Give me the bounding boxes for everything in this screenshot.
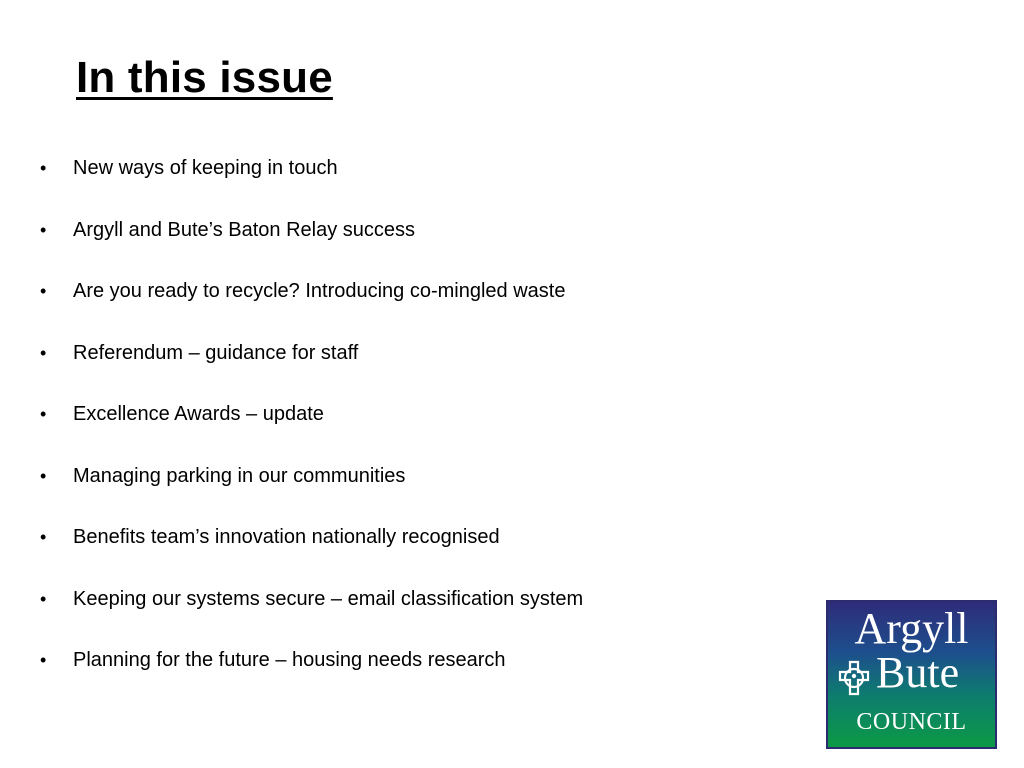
list-item-text: Benefits team’s innovation nationally recognised	[73, 526, 500, 548]
list-item	[40, 581, 583, 643]
bullet-list	[40, 150, 583, 704]
list-item	[40, 212, 583, 274]
bullet-icon: •	[40, 527, 47, 547]
bullet-icon: •	[40, 650, 47, 670]
bullet-icon: •	[40, 465, 47, 486]
list-item	[40, 642, 583, 704]
logo-text-argyll: Argyll	[854, 604, 969, 653]
list-item-text: Referendum – guidance for staff	[73, 341, 359, 364]
bullet-icon: •	[40, 404, 47, 424]
page-title: In this issue	[76, 53, 333, 102]
list-item-text: Are you ready to recycle? Introducing co-mingled waste	[73, 280, 566, 302]
list-item-text: Argyll and Bute’s Baton Relay success	[73, 218, 416, 241]
bullet-icon: •	[40, 158, 47, 178]
council-logo	[826, 600, 997, 749]
list-item	[40, 335, 583, 397]
list-item	[40, 273, 583, 335]
bullet-icon: •	[40, 281, 47, 301]
list-item-text: Keeping our systems secure – email classification system	[73, 587, 584, 610]
bullet-icon: •	[40, 342, 47, 363]
list-item	[40, 150, 583, 212]
list-item-text: New ways of keeping in touch	[73, 157, 338, 179]
bullet-icon: •	[40, 588, 47, 609]
celtic-cross-icon	[836, 660, 872, 696]
list-item-text: Planning for the future – housing needs research	[73, 649, 506, 671]
bullet-icon: •	[40, 219, 47, 240]
list-item	[40, 458, 583, 520]
list-item	[40, 519, 583, 581]
list-item-text: Managing parking in our communities	[73, 464, 406, 487]
list-item-text: Excellence Awards – update	[73, 403, 324, 425]
logo-text-council: COUNCIL	[856, 709, 967, 735]
list-item	[40, 396, 583, 458]
logo-text-bute: Bute	[876, 648, 960, 697]
